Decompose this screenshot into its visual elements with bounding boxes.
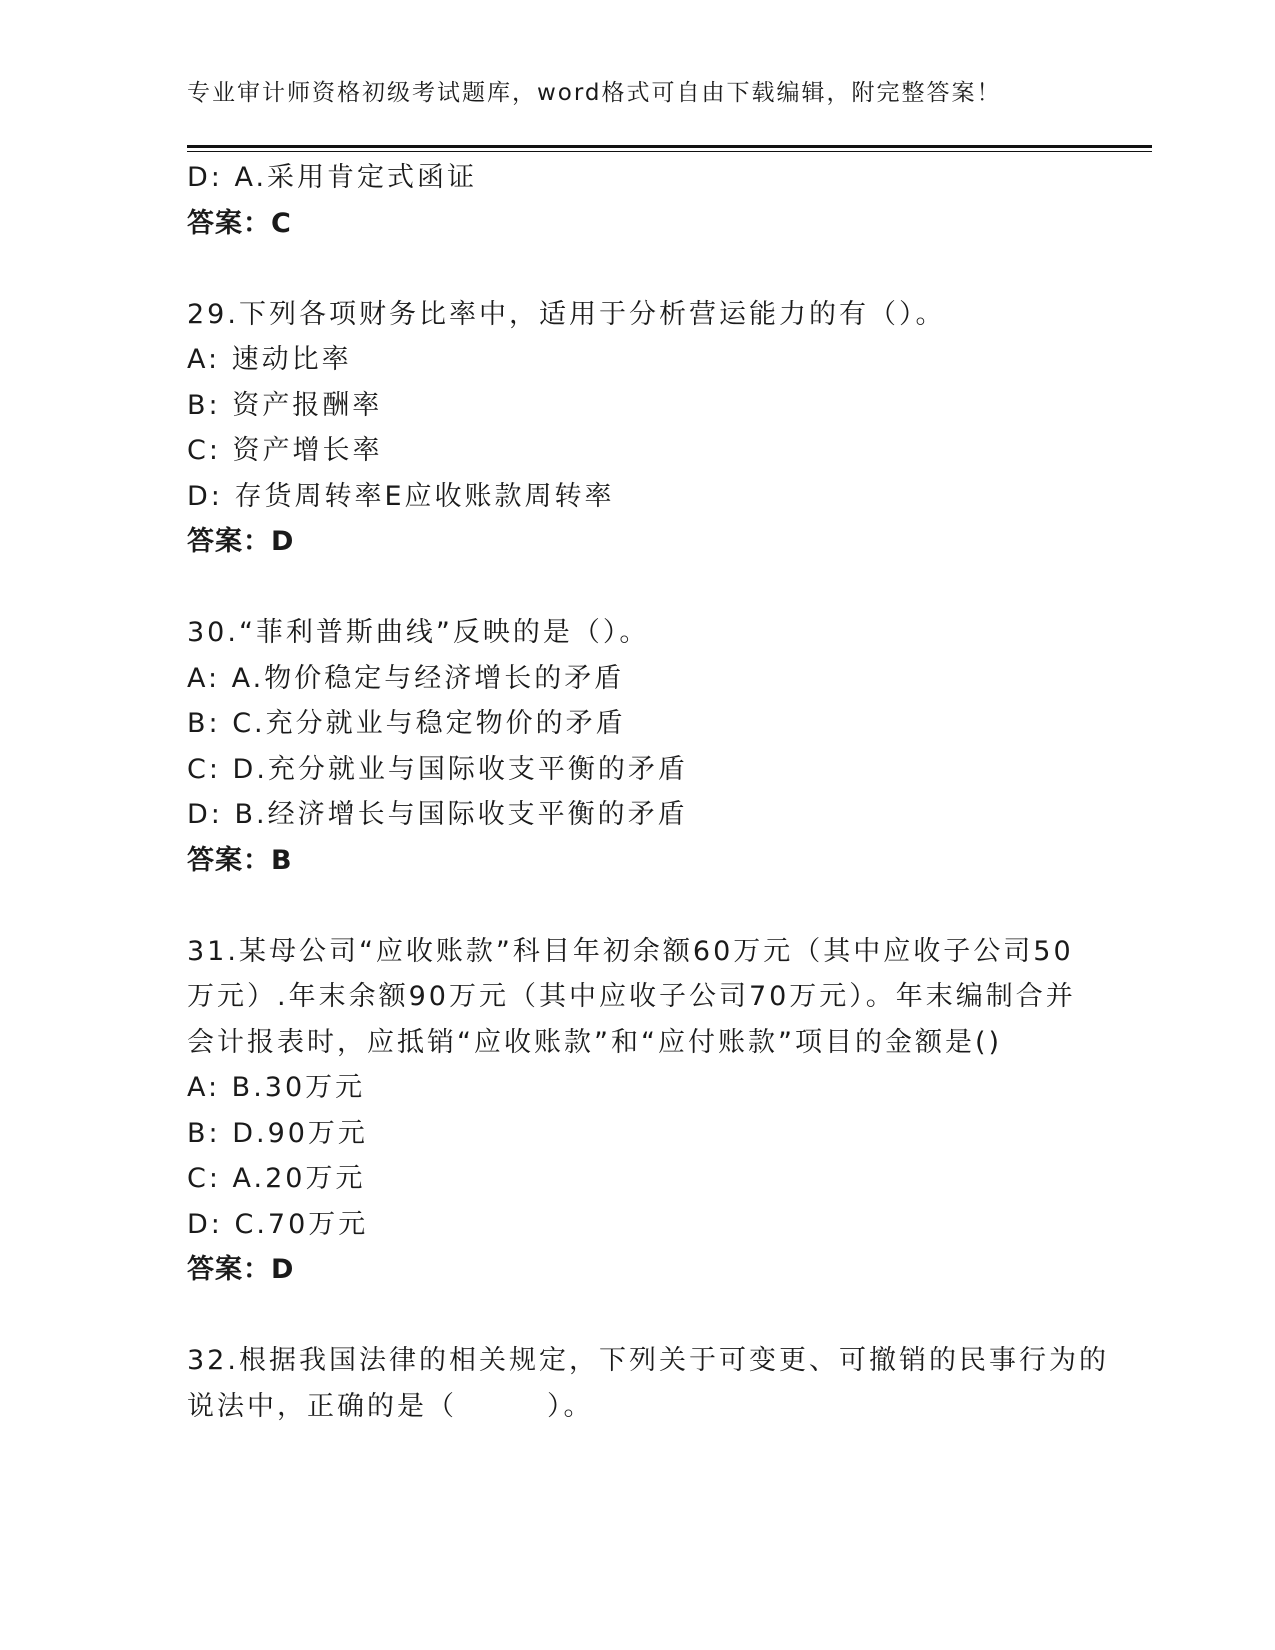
answer-line: 答案：D: [187, 526, 295, 557]
question-text: 万元）.年末余额90万元（其中应收子公司70万元）。年末编制合并: [187, 981, 1076, 1012]
question-list: [187, 155, 1109, 1429]
spacer: [187, 1293, 1087, 1339]
option-d: D: 存货周转率E应收账款周转率: [187, 480, 615, 512]
question-text: 会计报表时，应抵销“应收账款”和“应付账款”项目的金额是(): [187, 1026, 1003, 1058]
option-c: C: 资产增长率: [187, 435, 383, 466]
answer-line: 答案：B: [187, 844, 293, 876]
question-block: [187, 1338, 1109, 1429]
question-text: 31.某母公司“应收账款”科目年初余额60万元（其中应收子公司50: [187, 935, 1074, 967]
option-d: D: C.70万元: [187, 1208, 369, 1240]
option-d: D: B.经济增长与国际收支平衡的矛盾: [187, 799, 688, 830]
question-block: [187, 610, 1087, 883]
question-text: 说法中，正确的是（ ）。: [187, 1390, 594, 1422]
option-a: A: 速动比率: [187, 344, 352, 375]
question-text: 30.“菲利普斯曲线”反映的是（）。: [187, 617, 650, 648]
page-header: 专业审计师资格初级考试题库，word格式可自由下载编辑，附完整答案！: [187, 80, 1002, 106]
header-rule-thick: [187, 145, 1152, 148]
header-rule-thin: [187, 151, 1152, 152]
question-text: 32.根据我国法律的相关规定，下列关于可变更、可撤销的民事行为的: [187, 1345, 1109, 1376]
answer-line: 答案：D: [187, 1254, 295, 1285]
spacer: [187, 246, 1087, 292]
spacer: [187, 883, 1087, 929]
answer-line: 答案：C: [187, 207, 292, 239]
question-text: 29.下列各项财务比率中，适用于分析营运能力的有（）。: [187, 298, 946, 330]
question-block: [187, 929, 1087, 1293]
option-b: B: 资产报酬率: [187, 389, 383, 421]
option-b: B: C.充分就业与稳定物价的矛盾: [187, 708, 626, 739]
question-block: [187, 292, 1087, 565]
option-c: C: D.充分就业与国际收支平衡的矛盾: [187, 753, 688, 785]
option-c: C: A.20万元: [187, 1163, 366, 1194]
option-b: B: D.90万元: [187, 1117, 368, 1149]
option-a: A: B.30万元: [187, 1072, 366, 1103]
option-d: D: A.采用肯定式函证: [187, 162, 478, 193]
spacer: [187, 565, 1087, 611]
option-a: A: A.物价稳定与经济增长的矛盾: [187, 662, 625, 694]
